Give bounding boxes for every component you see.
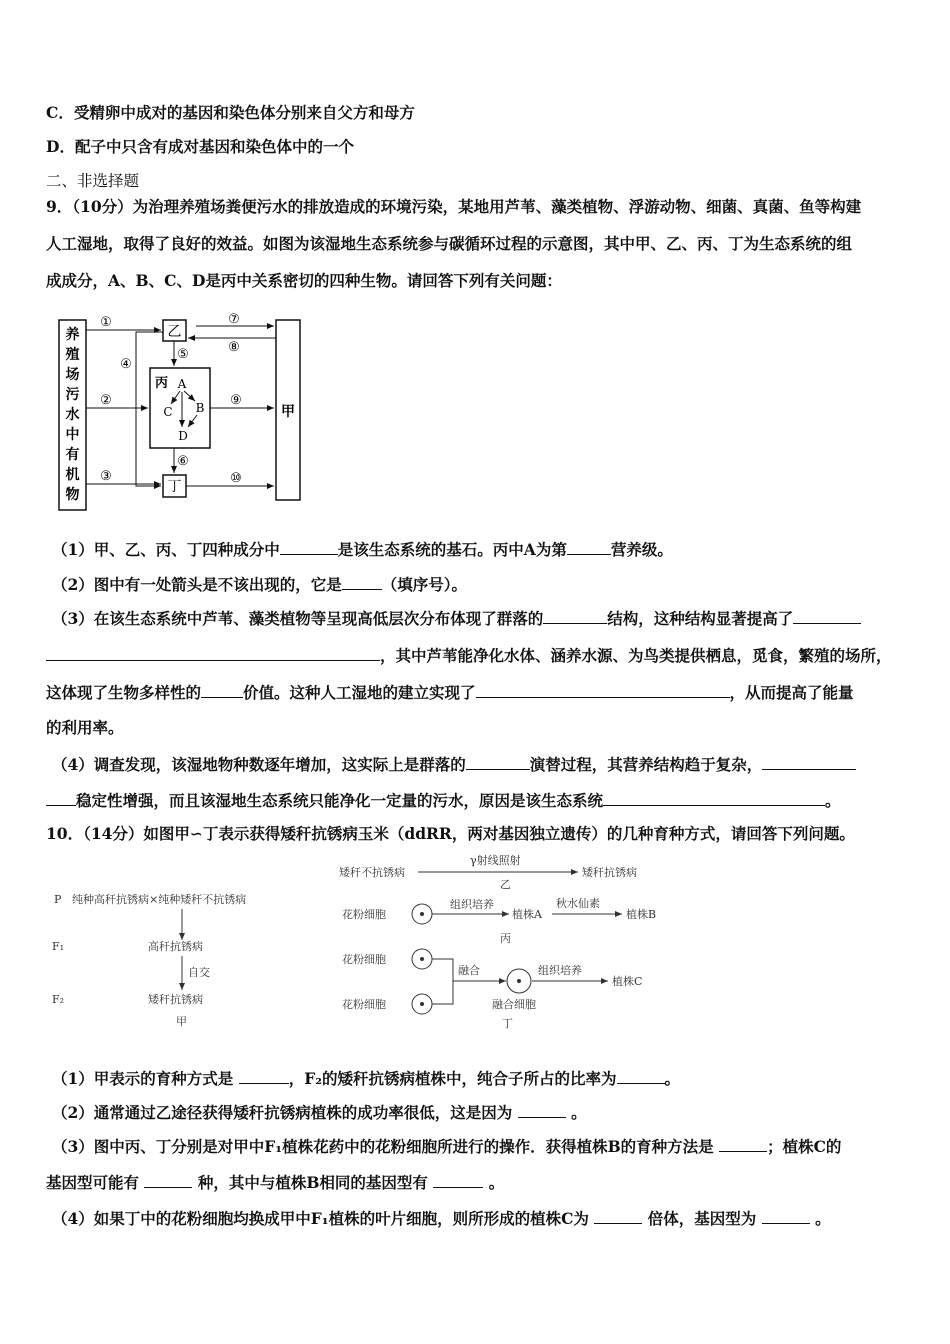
svg-text:有: 有 [65, 447, 80, 463]
svg-text:甲: 甲 [176, 1015, 187, 1028]
q9-part4-line1: （4）调查发现，该湿地物种数逐年增加，这实际上是群落的 演替过程，其营养结构趋于复杂， [52, 753, 856, 775]
svg-text:机: 机 [65, 467, 80, 483]
option-d: D．配子中只含有成对基因和染色体中的一个 [46, 137, 354, 156]
svg-text:矮秆不抗锈病: 矮秆不抗锈病 [339, 866, 405, 879]
svg-text:中: 中 [65, 427, 80, 443]
q10-part4: （4）如果丁中的花粉细胞均换成甲中F₁植株的叶片细胞，则所形成的植株C为 倍体，基因型为 。 [52, 1209, 831, 1228]
svg-text:⑩: ⑩ [230, 471, 242, 486]
svg-text:物: 物 [65, 487, 80, 503]
svg-text:γ射线照射: γ射线照射 [470, 854, 521, 867]
svg-text:丁: 丁 [502, 1017, 513, 1030]
svg-text:污: 污 [65, 387, 80, 403]
svg-text:矮秆抗锈病: 矮秆抗锈病 [148, 993, 203, 1006]
q10-part2: （2）通常通过乙途径获得矮秆抗锈病植株的成功率很低，这是因为 。 [52, 1103, 587, 1122]
svg-text:乙: 乙 [500, 878, 511, 891]
q10-part3-line2: 基因型可能有 种，其中与植株B相同的基因型有 。 [46, 1173, 505, 1192]
svg-text:组织培养: 组织培养 [450, 898, 494, 911]
svg-text:④: ④ [120, 357, 132, 372]
ding-label: 丁 [167, 479, 182, 495]
q9-part3-line1: （3）在该生态系统中芦苇、藻类植物等呈现高低层次分布体现了群落的 结构，这种结构显著提高了 [52, 607, 861, 629]
svg-text:自交: 自交 [188, 966, 210, 979]
svg-text:F₂: F₂ [52, 993, 65, 1006]
source-label [66, 326, 80, 503]
svg-text:⑨: ⑨ [230, 393, 242, 408]
q10-intro: 10．（14分）如图甲∽丁表示获得矮秆抗锈病玉米（ddRR，两对基因独立遗传）的几种育种方式，请回答下列问题。 [46, 824, 855, 843]
organism-b: B [195, 401, 205, 415]
jia-label: 甲 [281, 404, 295, 420]
svg-text:丙: 丙 [500, 932, 511, 945]
organism-d: D [178, 429, 188, 443]
q10-part3-line1: （3）图中丙、丁分别是对甲中F₁植株花药中的花粉细胞所进行的操作．获得植株B的育种方法是 ；植株C的 [52, 1137, 842, 1156]
svg-text:⑤: ⑤ [177, 347, 189, 362]
svg-text:水: 水 [65, 407, 80, 423]
svg-text:①: ① [100, 315, 112, 330]
svg-text:殖: 殖 [65, 347, 80, 363]
svg-text:植株C: 植株C [612, 975, 643, 988]
svg-text:花粉细胞: 花粉细胞 [342, 908, 386, 921]
svg-text:秋水仙素: 秋水仙素 [556, 897, 600, 910]
svg-text:高秆抗锈病: 高秆抗锈病 [148, 940, 203, 953]
svg-text:⑥: ⑥ [177, 454, 189, 469]
svg-text:花粉细胞: 花粉细胞 [342, 953, 386, 966]
svg-text:植株A: 植株A [512, 908, 542, 921]
svg-text:融合: 融合 [458, 964, 480, 977]
svg-text:花粉细胞: 花粉细胞 [342, 998, 386, 1011]
svg-text:②: ② [100, 393, 112, 408]
svg-text:纯种高秆抗锈病×纯种矮秆不抗锈病: 纯种高秆抗锈病×纯种矮秆不抗锈病 [72, 893, 247, 906]
yi-label: 乙 [167, 324, 182, 340]
q10-breeding-diagram [46, 850, 676, 1030]
bing-label: 丙 [155, 376, 169, 391]
q9-line1: 9．（10分）为治理养殖场粪便污水的排放造成的环境污染，某地用芦苇、藻类植物、浮游动物、细菌、真菌、鱼等构建 [46, 197, 862, 216]
q9-line2: 人工湿地，取得了良好的效益。如图为该湿地生态系统参与碳循环过程的示意图，其中甲、乙、丙、丁为生态系统的组 [46, 234, 853, 253]
organism-a: A [177, 377, 187, 391]
svg-text:矮秆抗锈病: 矮秆抗锈病 [582, 866, 637, 879]
q9-line3: 成成分，A、B、C、D是丙中关系密切的四种生物。请回答下列有关问题： [46, 271, 562, 290]
svg-text:组织培养: 组织培养 [538, 964, 582, 977]
q9-carbon-cycle-diagram [56, 308, 306, 514]
svg-text:③: ③ [100, 469, 112, 484]
svg-text:P: P [54, 893, 62, 906]
svg-text:⑦: ⑦ [228, 312, 240, 327]
section-title: 二、非选择题 [46, 172, 140, 190]
svg-text:⑧: ⑧ [228, 340, 240, 355]
q9-part2: （2）图中有一处箭头是不该出现的，它是 （填序号）。 [52, 575, 468, 594]
svg-text:场: 场 [65, 367, 80, 383]
option-c: C．受精卵中成对的基因和染色体分别来自父方和母方 [46, 103, 415, 122]
q9-part3-line2: ，其中芦苇能净化水体、涵养水源、为鸟类提供栖息，觅食，繁殖的场所， [46, 644, 892, 666]
svg-text:融合细胞: 融合细胞 [492, 998, 536, 1011]
organism-c: C [163, 405, 173, 419]
q9-part3-line4: 的利用率。 [46, 718, 124, 737]
q9-part3-line3: 这体现了生物多样性的 价值。这种人工湿地的建立实现了 ，从而提高了能量 [46, 683, 854, 702]
q10-part1: （1）甲表示的育种方式是 ，F₂的矮秆抗锈病植株中，纯合子所占的比率为 。 [52, 1069, 681, 1088]
svg-text:植株B: 植株B [626, 908, 657, 921]
svg-text:F₁: F₁ [52, 940, 65, 953]
q9-part4-line2: 稳定性增强，而且该湿地生态系统只能净化一定量的污水，原因是该生态系统 。 [46, 789, 841, 811]
q9-part1: （1）甲、乙、丙、丁四种成分中 是该生态系统的基石。丙中A为第 营养级。 [52, 540, 673, 559]
svg-text:养: 养 [65, 327, 80, 343]
